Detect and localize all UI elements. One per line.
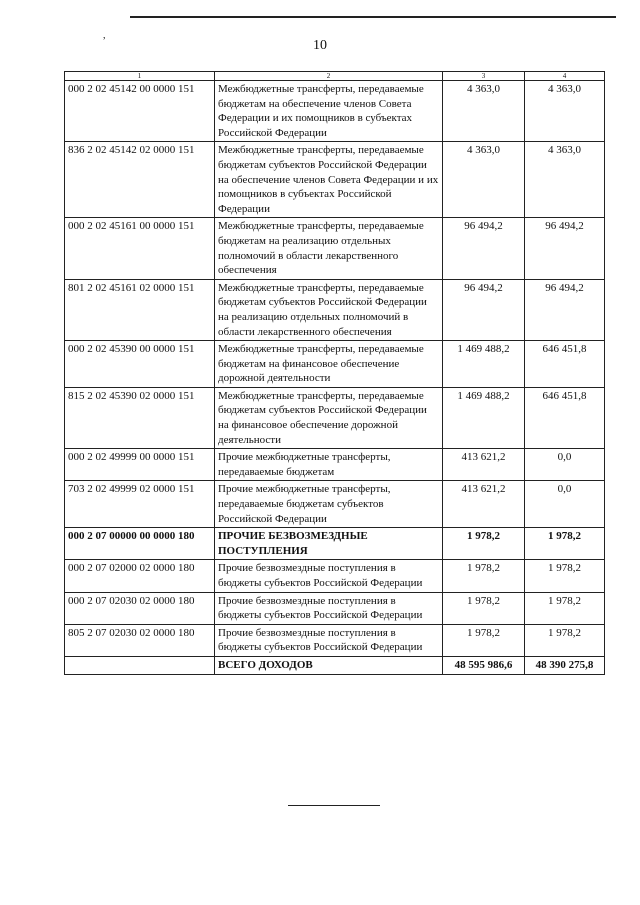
code-cell: 805 2 07 02030 02 0000 180 xyxy=(65,624,215,656)
column-number: 1 xyxy=(65,72,215,81)
column-number: 4 xyxy=(525,72,605,81)
name-cell: Межбюджетные трансферты, передаваемые бюджетам на финансовое обеспечение дорожной деятельности xyxy=(215,341,443,388)
total-row xyxy=(65,656,605,674)
name-cell: ПРОЧИЕ БЕЗВОЗМЕЗДНЫЕ ПОСТУПЛЕНИЯ xyxy=(215,528,443,560)
code-cell: 000 2 02 45390 00 0000 151 xyxy=(65,341,215,388)
plan-cell: 1 978,2 xyxy=(443,560,525,592)
table-row xyxy=(65,387,605,448)
column-number: 2 xyxy=(215,72,443,81)
code-cell: 703 2 02 49999 02 0000 151 xyxy=(65,481,215,528)
plan-cell: 96 494,2 xyxy=(443,218,525,279)
code-cell: 801 2 02 45161 02 0000 151 xyxy=(65,279,215,340)
code-cell: 000 2 07 02000 02 0000 180 xyxy=(65,560,215,592)
plan-cell: 413 621,2 xyxy=(443,449,525,481)
table-row xyxy=(65,449,605,481)
plan-cell: 4 363,0 xyxy=(443,142,525,218)
total-code-cell xyxy=(65,656,215,674)
code-cell: 000 2 02 45142 00 0000 151 xyxy=(65,81,215,142)
code-cell: 000 2 02 49999 00 0000 151 xyxy=(65,449,215,481)
fact-cell: 646 451,8 xyxy=(525,341,605,388)
code-cell: 815 2 02 45390 02 0000 151 xyxy=(65,387,215,448)
fact-cell: 646 451,8 xyxy=(525,387,605,448)
fact-cell: 4 363,0 xyxy=(525,81,605,142)
column-number: 3 xyxy=(443,72,525,81)
total-plan: 48 595 986,6 xyxy=(443,656,525,674)
table-row xyxy=(65,81,605,142)
code-cell: 000 2 02 45161 00 0000 151 xyxy=(65,218,215,279)
table-row xyxy=(65,481,605,528)
name-cell: Межбюджетные трансферты, передаваемые бюджетам субъектов Российской Федерации на обеспечение членов Совета Федерации и их помощников в субъектах Российской Федерации xyxy=(215,142,443,218)
fact-cell: 1 978,2 xyxy=(525,592,605,624)
revenue-table xyxy=(64,71,605,675)
table-row xyxy=(65,341,605,388)
name-cell: Прочие межбюджетные трансферты, передаваемые бюджетам xyxy=(215,449,443,481)
name-cell: Прочие межбюджетные трансферты, передаваемые бюджетам субъектов Российской Федерации xyxy=(215,481,443,528)
table-row xyxy=(65,624,605,656)
fact-cell: 1 978,2 xyxy=(525,528,605,560)
name-cell: Межбюджетные трансферты, передаваемые бюджетам на реализацию отдельных полномочий в области лекарственного обеспечения xyxy=(215,218,443,279)
fact-cell: 1 978,2 xyxy=(525,624,605,656)
name-cell: Межбюджетные трансферты, передаваемые бюджетам субъектов Российской Федерации на реализацию отдельных полномочий в области лекарственного обеспечения xyxy=(215,279,443,340)
fact-cell: 0,0 xyxy=(525,481,605,528)
plan-cell: 1 469 488,2 xyxy=(443,341,525,388)
fact-cell: 0,0 xyxy=(525,449,605,481)
plan-cell: 1 978,2 xyxy=(443,528,525,560)
fact-cell: 96 494,2 xyxy=(525,279,605,340)
name-cell: Прочие безвозмездные поступления в бюджеты субъектов Российской Федерации xyxy=(215,592,443,624)
table-row xyxy=(65,279,605,340)
plan-cell: 4 363,0 xyxy=(443,81,525,142)
name-cell: Прочие безвозмездные поступления в бюджеты субъектов Российской Федерации xyxy=(215,624,443,656)
fact-cell: 4 363,0 xyxy=(525,142,605,218)
total-fact: 48 390 275,8 xyxy=(525,656,605,674)
name-cell: Межбюджетные трансферты, передаваемые бюджетам на обеспечение членов Совета Федерации и их помощников в субъектах Российской Федерации xyxy=(215,81,443,142)
name-cell: Межбюджетные трансферты, передаваемые бюджетам субъектов Российской Федерации на финансовое обеспечение дорожной деятельности xyxy=(215,387,443,448)
total-label: ВСЕГО ДОХОДОВ xyxy=(215,656,443,674)
fact-cell: 1 978,2 xyxy=(525,560,605,592)
column-number-row xyxy=(65,72,605,81)
top-rule xyxy=(130,16,616,18)
table-row xyxy=(65,218,605,279)
plan-cell: 413 621,2 xyxy=(443,481,525,528)
code-cell: 836 2 02 45142 02 0000 151 xyxy=(65,142,215,218)
plan-cell: 96 494,2 xyxy=(443,279,525,340)
fact-cell: 96 494,2 xyxy=(525,218,605,279)
table-row xyxy=(65,592,605,624)
code-cell: 000 2 07 02030 02 0000 180 xyxy=(65,592,215,624)
table-row xyxy=(65,528,605,560)
code-cell: 000 2 07 00000 00 0000 180 xyxy=(65,528,215,560)
table-row xyxy=(65,560,605,592)
plan-cell: 1 978,2 xyxy=(443,624,525,656)
table-row xyxy=(65,142,605,218)
plan-cell: 1 978,2 xyxy=(443,592,525,624)
scan-speck: , xyxy=(103,30,106,41)
page-number: 10 xyxy=(313,38,327,53)
plan-cell: 1 469 488,2 xyxy=(443,387,525,448)
name-cell: Прочие безвозмездные поступления в бюджеты субъектов Российской Федерации xyxy=(215,560,443,592)
bottom-rule xyxy=(288,805,380,806)
